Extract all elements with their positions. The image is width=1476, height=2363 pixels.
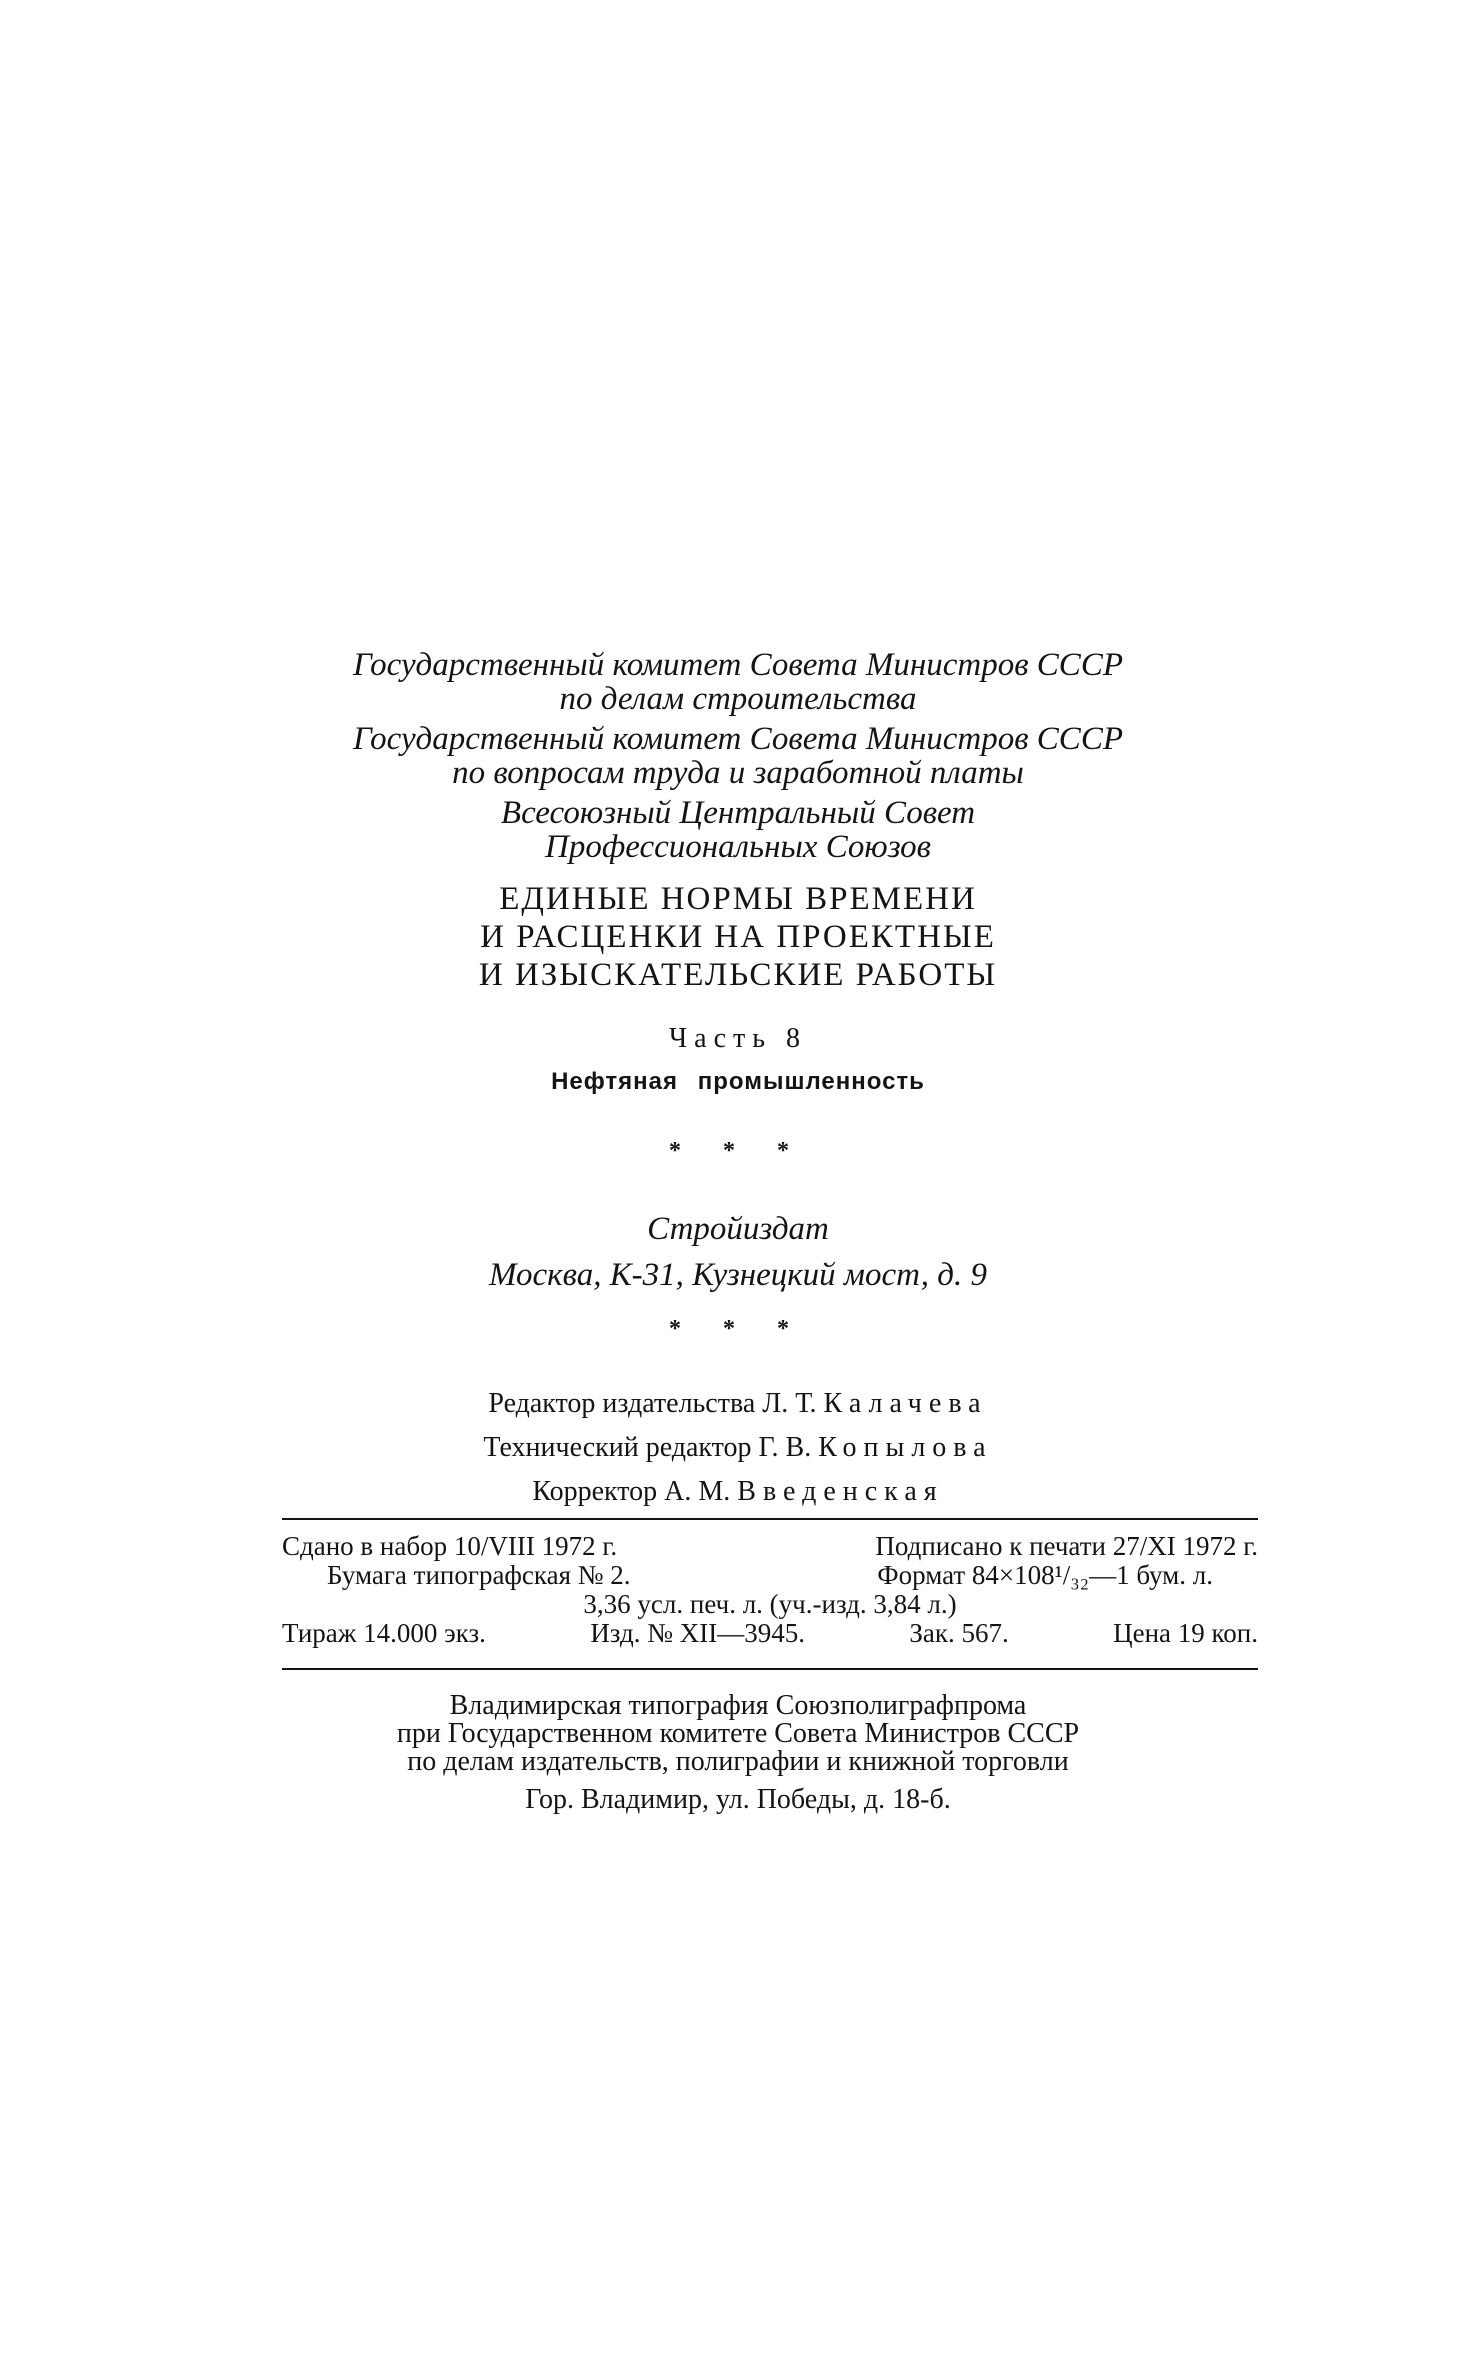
credit-editor [0,1382,1476,1426]
sheet-volume: 3,36 усл. печ. л. (уч.-изд. 3,84 л.) [583,1589,957,1619]
credit-person: Копылова [818,1432,993,1463]
price: Цена 19 коп. [1113,1618,1258,1648]
imprint-row [282,1532,1258,1561]
publisher-name: Стройиздат [647,1211,829,1247]
printer-address: Гор. Владимир, ул. Победы, д. 18-б. [525,1784,951,1815]
issuer-line-2: Профессиональных Союзов [545,829,931,865]
printing-house [0,1692,1476,1776]
credit-role: Редактор издательства Л. Т. [488,1388,817,1419]
issuer-line-1: Государственный комитет Совета Министров СССР [353,721,1123,757]
separator-stars: * * * [669,1316,807,1342]
paper-type: Бумага типографская № 2. [327,1560,631,1590]
credit-proofreader [0,1470,1476,1514]
top-rule [282,1518,1258,1520]
credit-technical-editor [0,1426,1476,1470]
bottom-rule [282,1668,1258,1670]
issuer-line-2: по делам строительства [559,681,917,717]
credits [0,1382,1476,1514]
typesetting-date: Сдано в набор 10/VIII 1972 г. [282,1531,618,1561]
printer-line: по делам издательств, полиграфии и книжной торговли [407,1746,1069,1777]
issuer-line-2: по вопросам труда и заработной платы [452,755,1024,791]
part-number: Часть 8 [668,1023,808,1054]
issuer-state-construction-committee [0,648,1476,716]
imprint-row [282,1561,1258,1590]
printer-line: Владимирская типография Союзполиграфпрома [449,1690,1027,1721]
book-title [0,880,1476,994]
order-number: Зак. 567. [909,1618,1009,1648]
signed-to-print-date: Подписано к печати 27/XI 1972 г. [875,1531,1258,1561]
credit-role: Технический редактор Г. В. [483,1432,812,1463]
issuer-line-1: Государственный комитет Совета Министров СССР [353,647,1123,683]
publisher-address: Москва, К-31, Кузнецкий мост, д. 9 [489,1257,987,1293]
title-line: И РАСЦЕНКИ НА ПРОЕКТНЫЕ [480,919,996,955]
issuer-line-1: Всесоюзный Центральный Совет [500,795,976,831]
book-subtitle: Нефтяная промышленность [551,1068,925,1095]
print-run: Тираж 14.000 экз. [282,1618,486,1648]
edition-number: Изд. № XII—3945. [590,1618,805,1648]
separator-stars: * * * [669,1138,807,1164]
paper-format: Формат 84×108¹/₃₂—1 бум. л. [877,1560,1213,1590]
printer-line: при Государственном комитете Совета Министров СССР [396,1718,1080,1749]
issuer-state-labour-committee [0,722,1476,790]
title-line: И ИЗЫСКАТЕЛЬСКИЕ РАБОТЫ [478,957,998,993]
imprint-row [282,1590,1258,1619]
imprint-row [282,1619,1258,1648]
issuer-trade-union-council [0,796,1476,864]
imprint-block [282,1532,1258,1648]
credit-person: Введенская [737,1476,944,1507]
credit-person: Калачева [823,1388,988,1419]
credit-role: Корректор А. М. [532,1476,731,1507]
title-line: ЕДИНЫЕ НОРМЫ ВРЕМЕНИ [499,881,977,917]
